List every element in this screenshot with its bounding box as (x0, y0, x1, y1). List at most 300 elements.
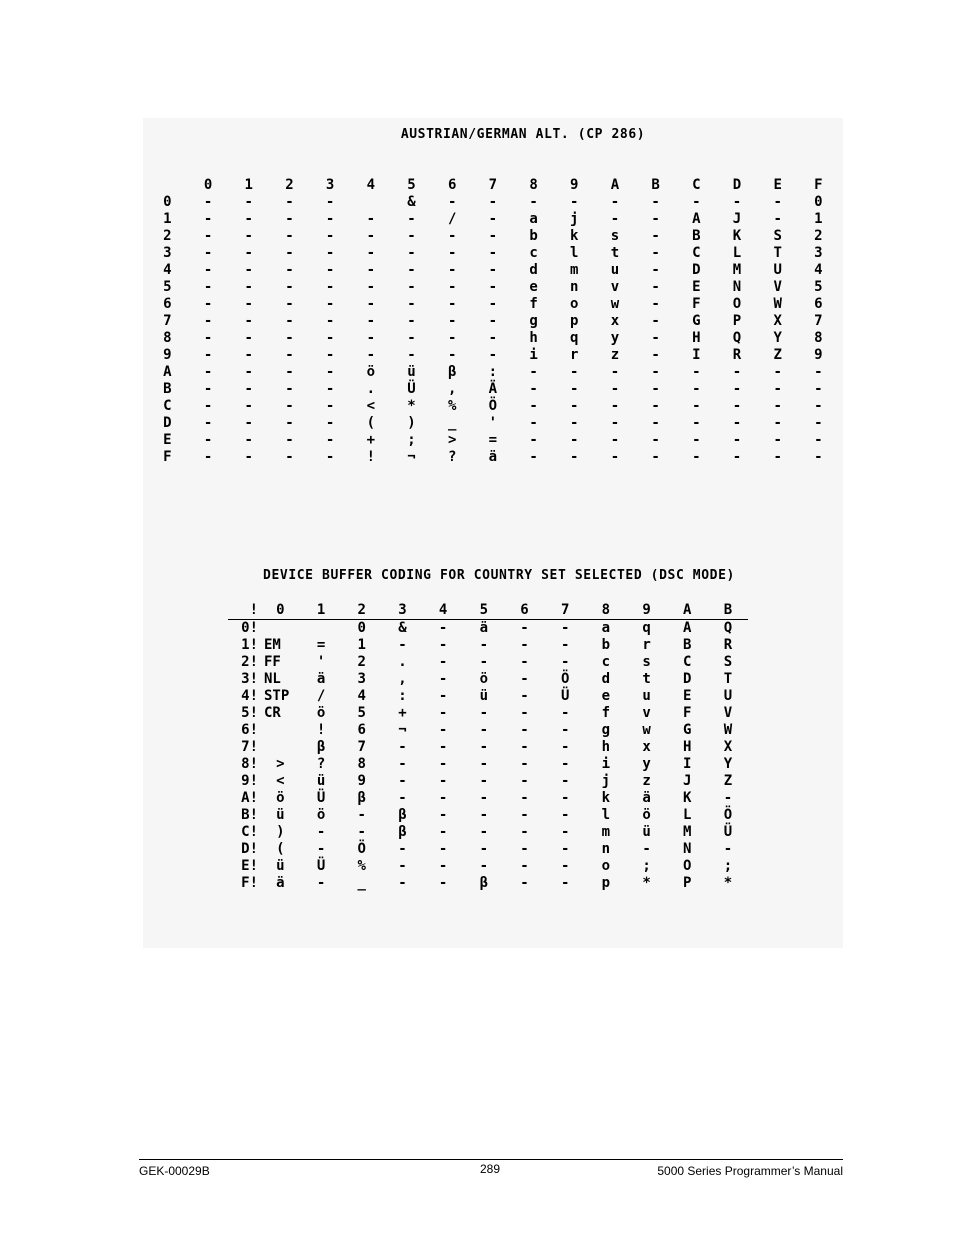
table1-cell: & (407, 194, 416, 210)
table2-cell: - (520, 620, 529, 636)
table2-cell: * (642, 875, 651, 891)
table2-cell: Ü (723, 824, 733, 840)
table2-row-header: F! (241, 875, 258, 891)
table1-cell: - (285, 381, 294, 397)
table2-row (228, 841, 748, 858)
table2-cell: - (520, 824, 529, 840)
table1-cell: - (651, 245, 660, 261)
table1-cell: - (488, 245, 498, 261)
table1-cell: t (610, 245, 620, 261)
table2-cell (260, 739, 301, 756)
table2-column-header: 1 (316, 602, 326, 618)
table2-cell: + (398, 705, 407, 721)
table1-column-header: 6 (447, 177, 457, 193)
table1-cell: v (610, 279, 620, 295)
table1-cell: r (570, 347, 579, 363)
table1-cell: l (570, 245, 579, 261)
table2-cell: - (438, 705, 448, 721)
table1-cell: - (325, 279, 335, 295)
table1-cell: - (732, 432, 742, 448)
table1-cell: - (325, 330, 335, 346)
table2-cell: - (438, 654, 448, 670)
table2-cell: - (479, 722, 488, 738)
page-number: 289 (480, 1162, 501, 1176)
table1-cell: - (692, 381, 701, 397)
table2-corner: ! (249, 602, 258, 618)
table1-cell: - (651, 262, 660, 278)
table1-cell: ; (407, 432, 416, 448)
table2-cell: s (642, 654, 651, 670)
table2-cell: & (398, 620, 407, 636)
table1-row-header: 2 (163, 228, 172, 244)
table2-cell: X (723, 739, 733, 755)
table1-cell: - (285, 432, 294, 448)
table1-cell: - (203, 364, 213, 380)
table1-cell: - (203, 432, 213, 448)
table1-cell: - (732, 415, 742, 431)
table2-cell: y (642, 756, 651, 772)
table2-cell: - (479, 756, 488, 772)
table1-cell: - (244, 381, 253, 397)
table2-cell: - (520, 654, 529, 670)
table2-column-header: 3 (398, 602, 407, 618)
table1-cell: N (732, 279, 742, 295)
table1-cell: - (814, 381, 823, 397)
table1-cell: - (692, 194, 701, 210)
table1-cell: - (692, 432, 701, 448)
table1-cell: - (529, 398, 538, 414)
table1-cell: - (651, 194, 660, 210)
table1-cell: - (325, 432, 335, 448)
table2-cell: - (520, 807, 529, 823)
table1-column-header: 5 (407, 177, 416, 193)
table1-cell: ( (366, 415, 375, 431)
table1-cell: 6 (814, 296, 823, 312)
table2-cell: Ü (316, 790, 326, 806)
table1-cell: - (407, 279, 416, 295)
table1-cell: - (407, 262, 416, 278)
table2-cell: ä (316, 671, 326, 687)
table2-row-header: 4! (241, 688, 258, 704)
table2-cell: ä (479, 620, 488, 636)
table1-cell: - (203, 262, 213, 278)
table2-cell (301, 620, 342, 637)
table2-cell: - (479, 841, 488, 857)
table1-cell: - (488, 296, 498, 312)
table2-cell: - (438, 773, 448, 789)
table1-cell: - (366, 347, 375, 363)
table2-row-header: 7! (241, 739, 258, 755)
table2-cell: - (560, 790, 570, 806)
table2-cell: - (398, 756, 407, 772)
table1-cell: - (285, 415, 294, 431)
table1-cell: - (325, 364, 335, 380)
table1-cell: - (244, 432, 253, 448)
table2-column-header: 5 (479, 602, 488, 618)
table2-cell: - (357, 824, 366, 840)
table2-cell: d (601, 671, 611, 687)
table2-row (228, 773, 748, 790)
table1-column-header: 4 (366, 177, 375, 193)
table2-cell: - (479, 773, 488, 789)
table2-cell: l (601, 807, 611, 823)
table1-cell: ü (407, 364, 416, 380)
table2-cell: b (601, 637, 611, 653)
table1-column-header: D (732, 177, 742, 193)
table2-cell: - (520, 739, 529, 755)
table2-cell: < (276, 773, 285, 789)
table2-cell: W (723, 722, 733, 738)
table1-cell: d (529, 262, 538, 278)
table1-cell: y (610, 330, 620, 346)
table1-cell: - (285, 449, 294, 465)
table1-cell: - (488, 279, 498, 295)
table1-cell: - (203, 245, 213, 261)
table1-column-header: 1 (244, 177, 253, 193)
table1-cell: - (447, 262, 457, 278)
table1-cell: h (529, 330, 538, 346)
table2-row-header: A! (241, 790, 258, 806)
table1-cell: - (407, 313, 416, 329)
table1-cell: - (610, 415, 620, 431)
table2-cell: - (560, 705, 570, 721)
table1-cell: W (773, 296, 782, 312)
table2-row (228, 824, 748, 841)
table2-row (228, 654, 748, 671)
table1-cell: - (570, 381, 579, 397)
table2-cell: g (601, 722, 611, 738)
table1-cell: - (610, 381, 620, 397)
table2-cell: i (601, 756, 611, 772)
table1-cell: - (692, 398, 701, 414)
table2-cell: c (601, 654, 611, 670)
table1-cell: + (366, 432, 375, 448)
table1-row (147, 194, 839, 211)
table2-cell: - (438, 824, 448, 840)
table1-cell: q (570, 330, 579, 346)
table2-cell: ; (723, 858, 733, 874)
table1-cell: - (244, 262, 253, 278)
table2-cell: - (560, 824, 570, 840)
table1-row (147, 415, 839, 432)
device-buffer-table (228, 602, 748, 892)
table1-cell: s (610, 228, 620, 244)
table1-cell: - (407, 296, 416, 312)
table1-cell: - (732, 398, 742, 414)
table2-cell: NL (264, 671, 281, 687)
table1-cell: , (447, 381, 457, 397)
table2-cell: - (560, 722, 570, 738)
table2-cell: o (601, 858, 611, 874)
table1-cell: - (488, 262, 498, 278)
table1-cell: - (366, 279, 375, 295)
table1-cell: - (447, 245, 457, 261)
table2-cell: x (642, 739, 651, 755)
table1-cell: - (570, 398, 579, 414)
table2-row-header: 0! (241, 620, 258, 636)
table1-cell: - (651, 432, 660, 448)
table1-cell: ' (488, 415, 498, 431)
table2-cell: - (723, 790, 733, 806)
table1-cell: - (285, 211, 294, 227)
table1-cell: c (529, 245, 538, 261)
table2-cell: β (398, 807, 407, 823)
table1-row-header: 0 (163, 194, 172, 210)
table1-cell: - (325, 415, 335, 431)
table1-column-header: 8 (529, 177, 538, 193)
table2-cell: r (642, 637, 651, 653)
table1-cell: - (447, 330, 457, 346)
table1-cell: - (407, 245, 416, 261)
table1-cell: C (692, 245, 701, 261)
table1-cell: S (773, 228, 782, 244)
table2-cell: H (683, 739, 692, 755)
table2-cell: m (601, 824, 611, 840)
table1-cell: J (732, 211, 742, 227)
table2-cell: - (520, 773, 529, 789)
table2-cell: Ö (357, 841, 366, 857)
table1-cell: - (325, 228, 335, 244)
table1-column-header: E (773, 177, 782, 193)
table1-cell: - (325, 381, 335, 397)
table2-cell: Z (723, 773, 733, 789)
table1-row-header: 8 (163, 330, 172, 346)
table2-cell: I (683, 756, 692, 772)
table1-cell: - (203, 449, 213, 465)
table2-row (228, 790, 748, 807)
table2-cell: ? (316, 756, 326, 772)
table1-cell: - (692, 449, 701, 465)
table2-cell: - (723, 841, 733, 857)
table1-cell: ¬ (407, 449, 416, 465)
table2-cell: - (316, 875, 326, 891)
table1-column-header: F (814, 177, 823, 193)
table1-cell: . (366, 381, 375, 397)
table1-cell: Ü (407, 381, 416, 397)
table2-column-header: 4 (438, 602, 448, 618)
table1-row (147, 228, 839, 245)
table2-cell: - (438, 790, 448, 806)
table1-cell: 3 (814, 245, 823, 261)
table2-cell: a (601, 620, 611, 636)
table1-column-header: B (651, 177, 660, 193)
table1-corner (147, 177, 188, 194)
table1-cell: P (732, 313, 742, 329)
table2-cell: - (479, 858, 488, 874)
table1-row (147, 432, 839, 449)
table2-cell: K (683, 790, 692, 806)
table2-cell: : (398, 688, 407, 704)
table1-cell: - (244, 313, 253, 329)
table1-cell: - (529, 364, 538, 380)
table2-cell: 3 (357, 671, 366, 687)
table1-cell: H (692, 330, 701, 346)
table1-cell: G (692, 313, 701, 329)
table1-cell: - (488, 228, 498, 244)
table1-cell: - (732, 364, 742, 380)
table1-cell: 1 (814, 211, 823, 227)
table1-cell: - (325, 449, 335, 465)
table2-column-header: 8 (601, 602, 611, 618)
table2-cell: 9 (357, 773, 366, 789)
table1-cell: > (447, 432, 457, 448)
table2-column-header: 7 (560, 602, 570, 618)
table2-cell (260, 722, 301, 739)
table1-cell: n (570, 279, 579, 295)
table2-cell: J (683, 773, 692, 789)
table2-row-header: E! (241, 858, 258, 874)
table1-column-header: C (692, 177, 701, 193)
table2-row (228, 875, 748, 892)
table1-cell: - (732, 194, 742, 210)
table1-title: AUSTRIAN/GERMAN ALT. (CP 286) (400, 127, 646, 142)
table1-cell: 7 (814, 313, 823, 329)
table1-cell: - (366, 262, 375, 278)
table2-row-header: 1! (241, 637, 258, 653)
table1-column-header: 9 (570, 177, 579, 193)
table2-cell: E (683, 688, 692, 704)
table1-cell: - (285, 364, 294, 380)
table1-cell: 5 (814, 279, 823, 295)
table1-cell: Z (773, 347, 782, 363)
table1-cell: b (529, 228, 538, 244)
table1-row (147, 398, 839, 415)
table2-cell: - (438, 875, 448, 891)
table2-cell: - (479, 637, 488, 653)
table1-cell: - (651, 398, 660, 414)
table1-cell: - (773, 432, 782, 448)
table1-cell: - (407, 347, 416, 363)
table2-cell: - (560, 654, 570, 670)
table2-cell: ü (276, 858, 285, 874)
table1-cell: - (244, 330, 253, 346)
table2-row-header: 2! (241, 654, 258, 670)
table2-cell: , (398, 671, 407, 687)
table2-cell: N (683, 841, 692, 857)
table1-cell: - (285, 313, 294, 329)
table1-row (147, 347, 839, 364)
table2-cell: - (642, 841, 651, 857)
table2-cell: - (520, 841, 529, 857)
table2-cell: V (723, 705, 733, 721)
table2-cell: Ö (723, 807, 733, 823)
table2-column-header: 2 (357, 602, 366, 618)
table1-cell: 0 (814, 194, 823, 210)
table2-cell: Ü (560, 688, 570, 704)
table2-cell: - (479, 807, 488, 823)
table1-cell: - (203, 296, 213, 312)
table1-column-header: 7 (488, 177, 498, 193)
table1-cell: - (773, 364, 782, 380)
table2-cell: ü (276, 807, 285, 823)
table1-cell: - (366, 296, 375, 312)
table1-cell: U (773, 262, 782, 278)
table1-row (147, 296, 839, 313)
table1-row (147, 262, 839, 279)
table2-cell: Y (723, 756, 733, 772)
table1-cell: - (325, 347, 335, 363)
table2-cell: ö (316, 705, 326, 721)
table1-cell: - (407, 211, 416, 227)
table2-row-header: B! (241, 807, 258, 823)
table2-cell: P (683, 875, 692, 891)
table2-cell: - (520, 688, 529, 704)
table1-cell: - (244, 398, 253, 414)
table1-cell: - (570, 415, 579, 431)
table1-cell: - (610, 449, 620, 465)
table2-cell: CR (264, 705, 281, 721)
table1-cell: - (692, 415, 701, 431)
table2-row-header: 3! (241, 671, 258, 687)
table1-row-header: C (163, 398, 172, 414)
table2-cell: EM (264, 637, 281, 653)
table2-row (228, 858, 748, 875)
table1-cell: m (570, 262, 579, 278)
table2-cell: - (398, 790, 407, 806)
table1-cell: I (692, 347, 701, 363)
table1-cell: f (529, 296, 538, 312)
table1-cell: w (610, 296, 620, 312)
table1-cell: - (529, 381, 538, 397)
table1-row-header: 1 (163, 211, 172, 227)
table1-cell: - (773, 381, 782, 397)
table1-cell: - (570, 449, 579, 465)
table1-cell: - (488, 347, 498, 363)
table2-row (228, 705, 748, 722)
table2-cell: - (316, 841, 326, 857)
table2-cell: 6 (357, 722, 366, 738)
table2-cell: - (560, 620, 570, 636)
table2-cell: w (642, 722, 651, 738)
table1-row (147, 211, 839, 228)
table1-cell: - (447, 296, 457, 312)
table1-cell: - (651, 364, 660, 380)
table1-cell: - (651, 449, 660, 465)
table2-cell: ö (276, 790, 285, 806)
table1-cell: - (814, 415, 823, 431)
table1-cell: j (570, 211, 579, 227)
table2-cell: - (520, 858, 529, 874)
table1-cell: - (773, 398, 782, 414)
table1-cell: - (488, 313, 498, 329)
manual-title: 5000 Series Programmer’s Manual (657, 1164, 843, 1178)
table2-cell: ä (642, 790, 651, 806)
table2-cell: O (683, 858, 692, 874)
table2-cell: β (357, 790, 366, 806)
table2-cell: 5 (357, 705, 366, 721)
table2-cell: ö (479, 671, 488, 687)
table2-cell: B (683, 637, 692, 653)
table2-cell: - (479, 790, 488, 806)
table1-cell: - (366, 228, 375, 244)
table1-cell: - (447, 194, 457, 210)
table1-cell: - (325, 313, 335, 329)
table1-cell: - (488, 330, 498, 346)
table1-cell: - (285, 330, 294, 346)
table1-cell: - (203, 194, 213, 210)
table1-cell: - (814, 432, 823, 448)
table1-cell: - (244, 415, 253, 431)
table2-row (228, 807, 748, 824)
table2-column-header: 6 (520, 602, 529, 618)
table2-cell: ) (276, 824, 285, 840)
table1-cell: Y (773, 330, 782, 346)
table2-cell: 0 (357, 620, 366, 636)
table1-cell: - (325, 398, 335, 414)
table2-cell: U (723, 688, 733, 704)
table2-cell: - (520, 875, 529, 891)
table1-cell: 4 (814, 262, 823, 278)
